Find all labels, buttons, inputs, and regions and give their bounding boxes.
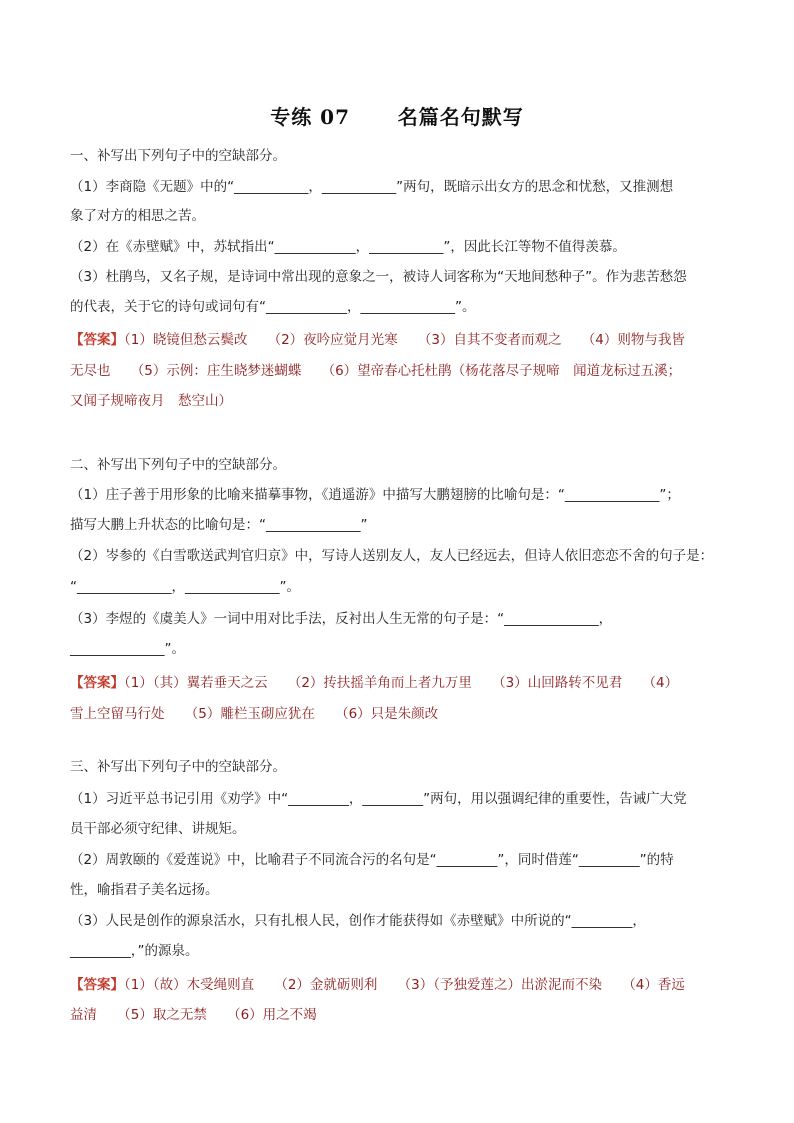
answer-label: 【答案】 xyxy=(70,977,124,993)
section-3-answer-line-1 xyxy=(70,975,685,995)
section-1-answer-line-2: 无尽也 （5）示例：庄生晓梦迷蝴蝶 （6）望帝春心托杜鹃（杨花落尽子规啼 闻道龙标过五溪； xyxy=(70,363,682,379)
section-3-heading: 三、补写出下列句子中的空缺部分。 xyxy=(70,759,286,775)
section-2-answer-line-1 xyxy=(70,673,678,693)
section-3-question-2: （2）周敦颐的《爱莲说》中，比喻君子不同流合污的名句是“_________”，同时借莲“_________”的特 xyxy=(70,852,674,868)
section-2-question-2: （2）岑参的《白雪歌送武判官归京》中，写诗人送别友人，友人已经远去，但诗人依旧恋恋不舍的句子是： xyxy=(70,548,714,564)
section-1-answer-line-3: 又闻子规啼夜月 愁空山） xyxy=(70,393,232,409)
section-3-question-1-cont: 员干部必须守纪律、讲规矩。 xyxy=(70,821,246,837)
section-3-question-3: （3）人民是创作的源泉活水，只有扎根人民，创作才能获得如《赤壁赋》中所说的“_________， xyxy=(70,913,646,929)
answer-text: （1）晓镜但愁云鬓改 （2）夜吟应觉月光寒 （3）自其不变者而观之 （4）则物与我皆 xyxy=(124,332,685,348)
answer-text: （1）（故）木受绳则直 （2）金就砺则利 （3）（予独爱莲之）出淤泥而不染 （4）香远 xyxy=(124,977,685,993)
section-1-question-1-cont: 象了对方的相思之苦。 xyxy=(70,208,205,224)
answer-label: 【答案】 xyxy=(70,332,124,348)
section-2-answer-line-2: 雪上空留马行处 （5）雕栏玉砌应犹在 （6）只是朱颜改 xyxy=(70,706,439,722)
section-3-answer-line-2: 益清 （5）取之无禁 （6）用之不竭 xyxy=(70,1007,317,1023)
answer-label: 【答案】 xyxy=(70,675,124,691)
section-1-question-3-cont: 的代表，关于它的诗句或词句有“____________，______________”。 xyxy=(70,299,476,315)
section-2-question-3-cont: ______________”。 xyxy=(70,641,185,657)
section-1-question-2: （2）在《赤壁赋》中，苏轼指出“____________，___________”，因此长江等物不值得羡慕。 xyxy=(70,239,626,255)
section-2-question-2-cont: “______________，______________”。 xyxy=(70,579,300,595)
section-1-question-1: （1）李商隐《无题》中的“___________，___________”两句，既暗示出女方的思念和忧愁，又推测想 xyxy=(70,179,674,195)
section-1-question-3: （3）杜鹃鸟，又名子规，是诗词中常出现的意象之一，被诗人词客称为“天地间愁种子”。作为悲苦愁怨 xyxy=(70,269,687,285)
page-title: 专练 07 名篇名句默写 xyxy=(270,105,524,129)
section-3-question-3-cont: _________，”的源泉。 xyxy=(70,943,199,959)
section-3-question-1: （1）习近平总书记引用《劝学》中“_________，_________”两句，用以强调纪律的重要性，告诫广大党 xyxy=(70,791,687,807)
section-2-question-1-cont: 描写大鹏上升状态的比喻句是：“______________” xyxy=(70,517,368,533)
section-3-question-2-cont: 性，喻指君子美名远扬。 xyxy=(70,882,219,898)
section-2-question-1: （1）庄子善于用形象的比喻来描摹事物，《逍遥游》中描写大鹏翅膀的比喻句是：“______________”； xyxy=(70,487,680,503)
section-1-heading: 一、补写出下列句子中的空缺部分。 xyxy=(70,148,286,164)
section-1-answer-line-1 xyxy=(70,330,685,350)
section-2-question-3: （3）李煜的《虞美人》一词中用对比手法，反衬出人生无常的句子是：“______________， xyxy=(70,611,613,627)
answer-text: （1）（其）翼若垂天之云 （2）抟扶摇羊角而上者九万里 （3）山回路转不见君 （4） xyxy=(124,675,679,691)
section-2-heading: 二、补写出下列句子中的空缺部分。 xyxy=(70,457,286,473)
